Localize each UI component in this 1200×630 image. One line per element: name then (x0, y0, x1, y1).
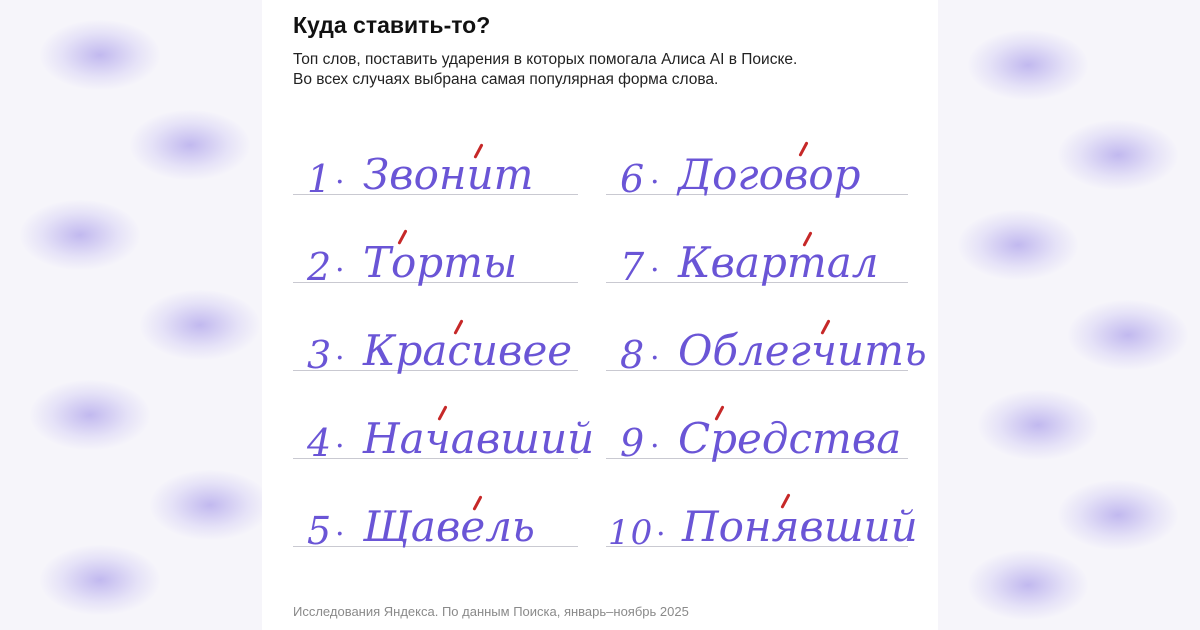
backdrop-blob (968, 30, 1088, 100)
subtitle-line: Во всех случаях выбрана самая популярная форма слова. (293, 71, 719, 88)
list-item (606, 223, 908, 289)
backdrop-blob (40, 545, 160, 615)
item-number: 10 (608, 513, 654, 553)
item-dot: . (650, 332, 660, 367)
backdrop-blob (1058, 480, 1178, 550)
list-item (293, 135, 578, 201)
item-word: Договор (678, 150, 861, 199)
item-word: Понявший (682, 502, 918, 551)
item-dot: . (650, 420, 660, 455)
item-word: Начавший (363, 414, 595, 463)
item-number: 9 (620, 421, 646, 465)
item-number: 5 (307, 509, 333, 553)
list-item (606, 135, 908, 201)
backdrop-blob (150, 470, 262, 540)
list-item (293, 487, 578, 553)
item-word: Квартал (678, 238, 879, 287)
list-item (606, 487, 918, 553)
item-dot: . (656, 508, 666, 543)
item-number: 8 (620, 333, 646, 377)
item-number: 7 (620, 245, 646, 289)
item-word: Щавель (363, 502, 535, 551)
backdrop-blob (130, 110, 250, 180)
backdrop-blob (30, 380, 150, 450)
list-item (293, 311, 578, 377)
item-number: 4 (307, 421, 333, 465)
list-item (293, 223, 578, 289)
list-item (606, 399, 908, 465)
backdrop-blob (958, 210, 1078, 280)
item-word: Звонит (363, 150, 534, 199)
backdrop-blob (1068, 300, 1188, 370)
backdrop-blob (968, 550, 1088, 620)
item-dot: . (335, 156, 345, 191)
item-number: 2 (307, 245, 333, 289)
item-dot: . (335, 244, 345, 279)
backdrop-blob (20, 200, 140, 270)
item-word: Торты (363, 238, 518, 287)
page-title: Куда ставить-то? (293, 12, 491, 38)
blurred-backdrop-left (0, 0, 262, 630)
word-list (262, 0, 938, 630)
backdrop-blob (1058, 120, 1178, 190)
item-number: 6 (620, 157, 646, 201)
item-word: Облегчить (678, 326, 927, 375)
list-item (293, 399, 595, 465)
item-word: Средства (678, 414, 902, 463)
infographic-card (262, 0, 938, 630)
item-dot: . (335, 508, 345, 543)
blurred-backdrop-right (938, 0, 1200, 630)
backdrop-blob (140, 290, 260, 360)
item-word: Красивее (363, 326, 573, 375)
item-number: 3 (307, 333, 333, 377)
backdrop-blob (40, 20, 160, 90)
subtitle-line: Топ слов, поставить ударения в которых помогала Алиса AI в Поиске. (293, 51, 798, 68)
source-footnote: Исследования Яндекса. По данным Поиска, январь–ноябрь 2025 (293, 604, 689, 619)
item-dot: . (335, 420, 345, 455)
item-dot: . (335, 332, 345, 367)
item-dot: . (650, 244, 660, 279)
item-number: 1 (307, 157, 333, 201)
backdrop-blob (978, 390, 1098, 460)
item-dot: . (650, 156, 660, 191)
list-item (606, 311, 927, 377)
